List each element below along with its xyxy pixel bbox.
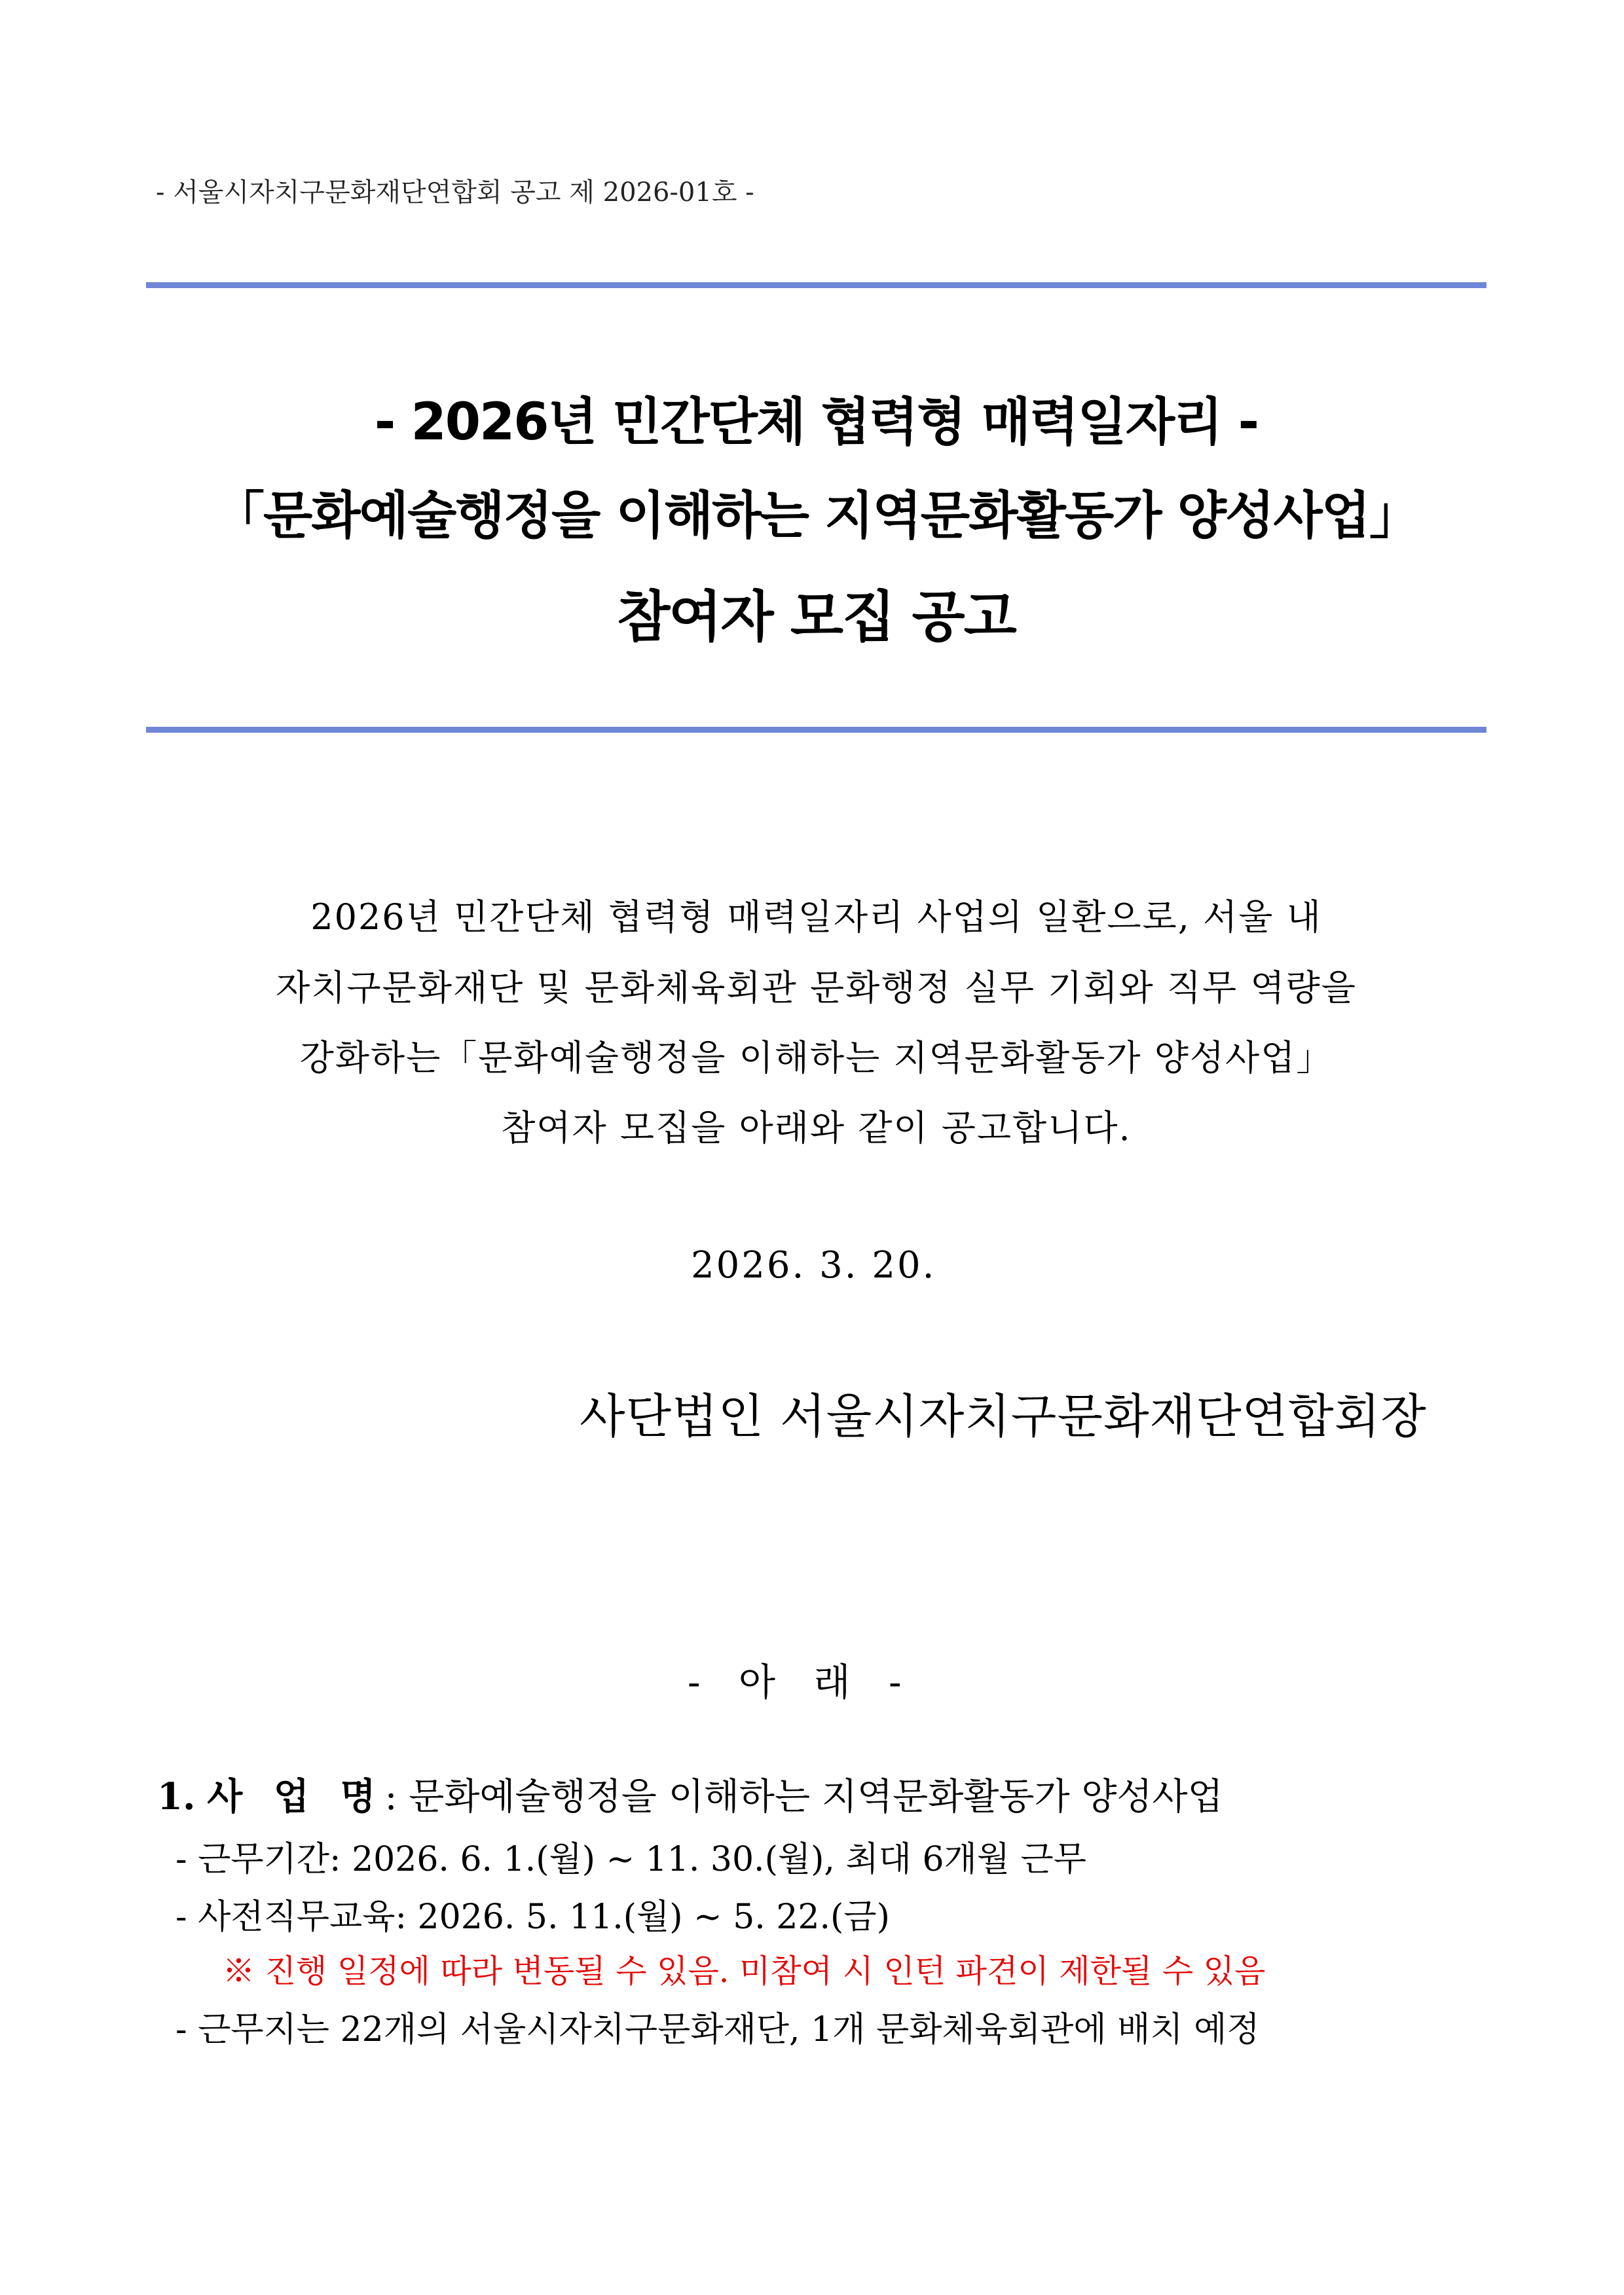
section-1-value: : 문화예술행정을 이해하는 지역문화활동가 양성사업	[384, 1776, 1223, 1818]
intro-line-3: 강화하는「문화예술행정을 이해하는 지역문화활동가 양성사업」	[299, 1037, 1333, 1078]
title-line-1: - 2026년 민간단체 협력형 매력일자리 -	[374, 393, 1259, 452]
notice-date: 2026. 3. 20.	[691, 1244, 936, 1287]
intro-line-2: 자치구문화재단 및 문화체육회관 문화행정 실무 기회와 직무 역량을	[276, 967, 1357, 1008]
work-location: - 근무지는 22개의 서울시자치구문화재단, 1개 문화체육회관에 배치 예정	[175, 2010, 1260, 2049]
notice-number: - 서울시자치구문화재단연합회 공고 제 2026-01호 -	[156, 177, 754, 208]
bottom-divider	[146, 727, 1486, 733]
intro-line-4: 참여자 모집을 아래와 같이 공고합니다.	[501, 1107, 1132, 1148]
section-1-heading	[157, 1768, 1223, 1820]
pre-training-period: - 사전직무교육: 2026. 5. 11.(월) ~ 5. 22.(금)	[175, 1898, 890, 1937]
top-divider	[146, 282, 1486, 288]
work-period: - 근무기간: 2026. 6. 1.(월) ~ 11. 30.(월), 최대 6개월 근무	[175, 1840, 1086, 1879]
below-heading: - 아 래 -	[688, 1660, 902, 1704]
section-1-label: 사 업 명	[207, 1775, 385, 1818]
intro-line-1: 2026년 민간단체 협력형 매력일자리 사업의 일환으로, 서울 내	[310, 896, 1322, 938]
schedule-note: ※ 진행 일정에 따라 변동될 수 있음. 미참여 시 인턴 파견이 제한될 수 있음	[223, 1953, 1266, 1990]
section-1-number: 1.	[157, 1775, 196, 1818]
title-line-2: 「문화예술행정을 이해하는 지역문화활동가 양성사업」	[213, 487, 1420, 545]
issuer-name: 사단법인 서울시자치구문화재단연합회장	[580, 1389, 1427, 1444]
title-line-3: 참여자 모집 공고	[617, 585, 1016, 649]
